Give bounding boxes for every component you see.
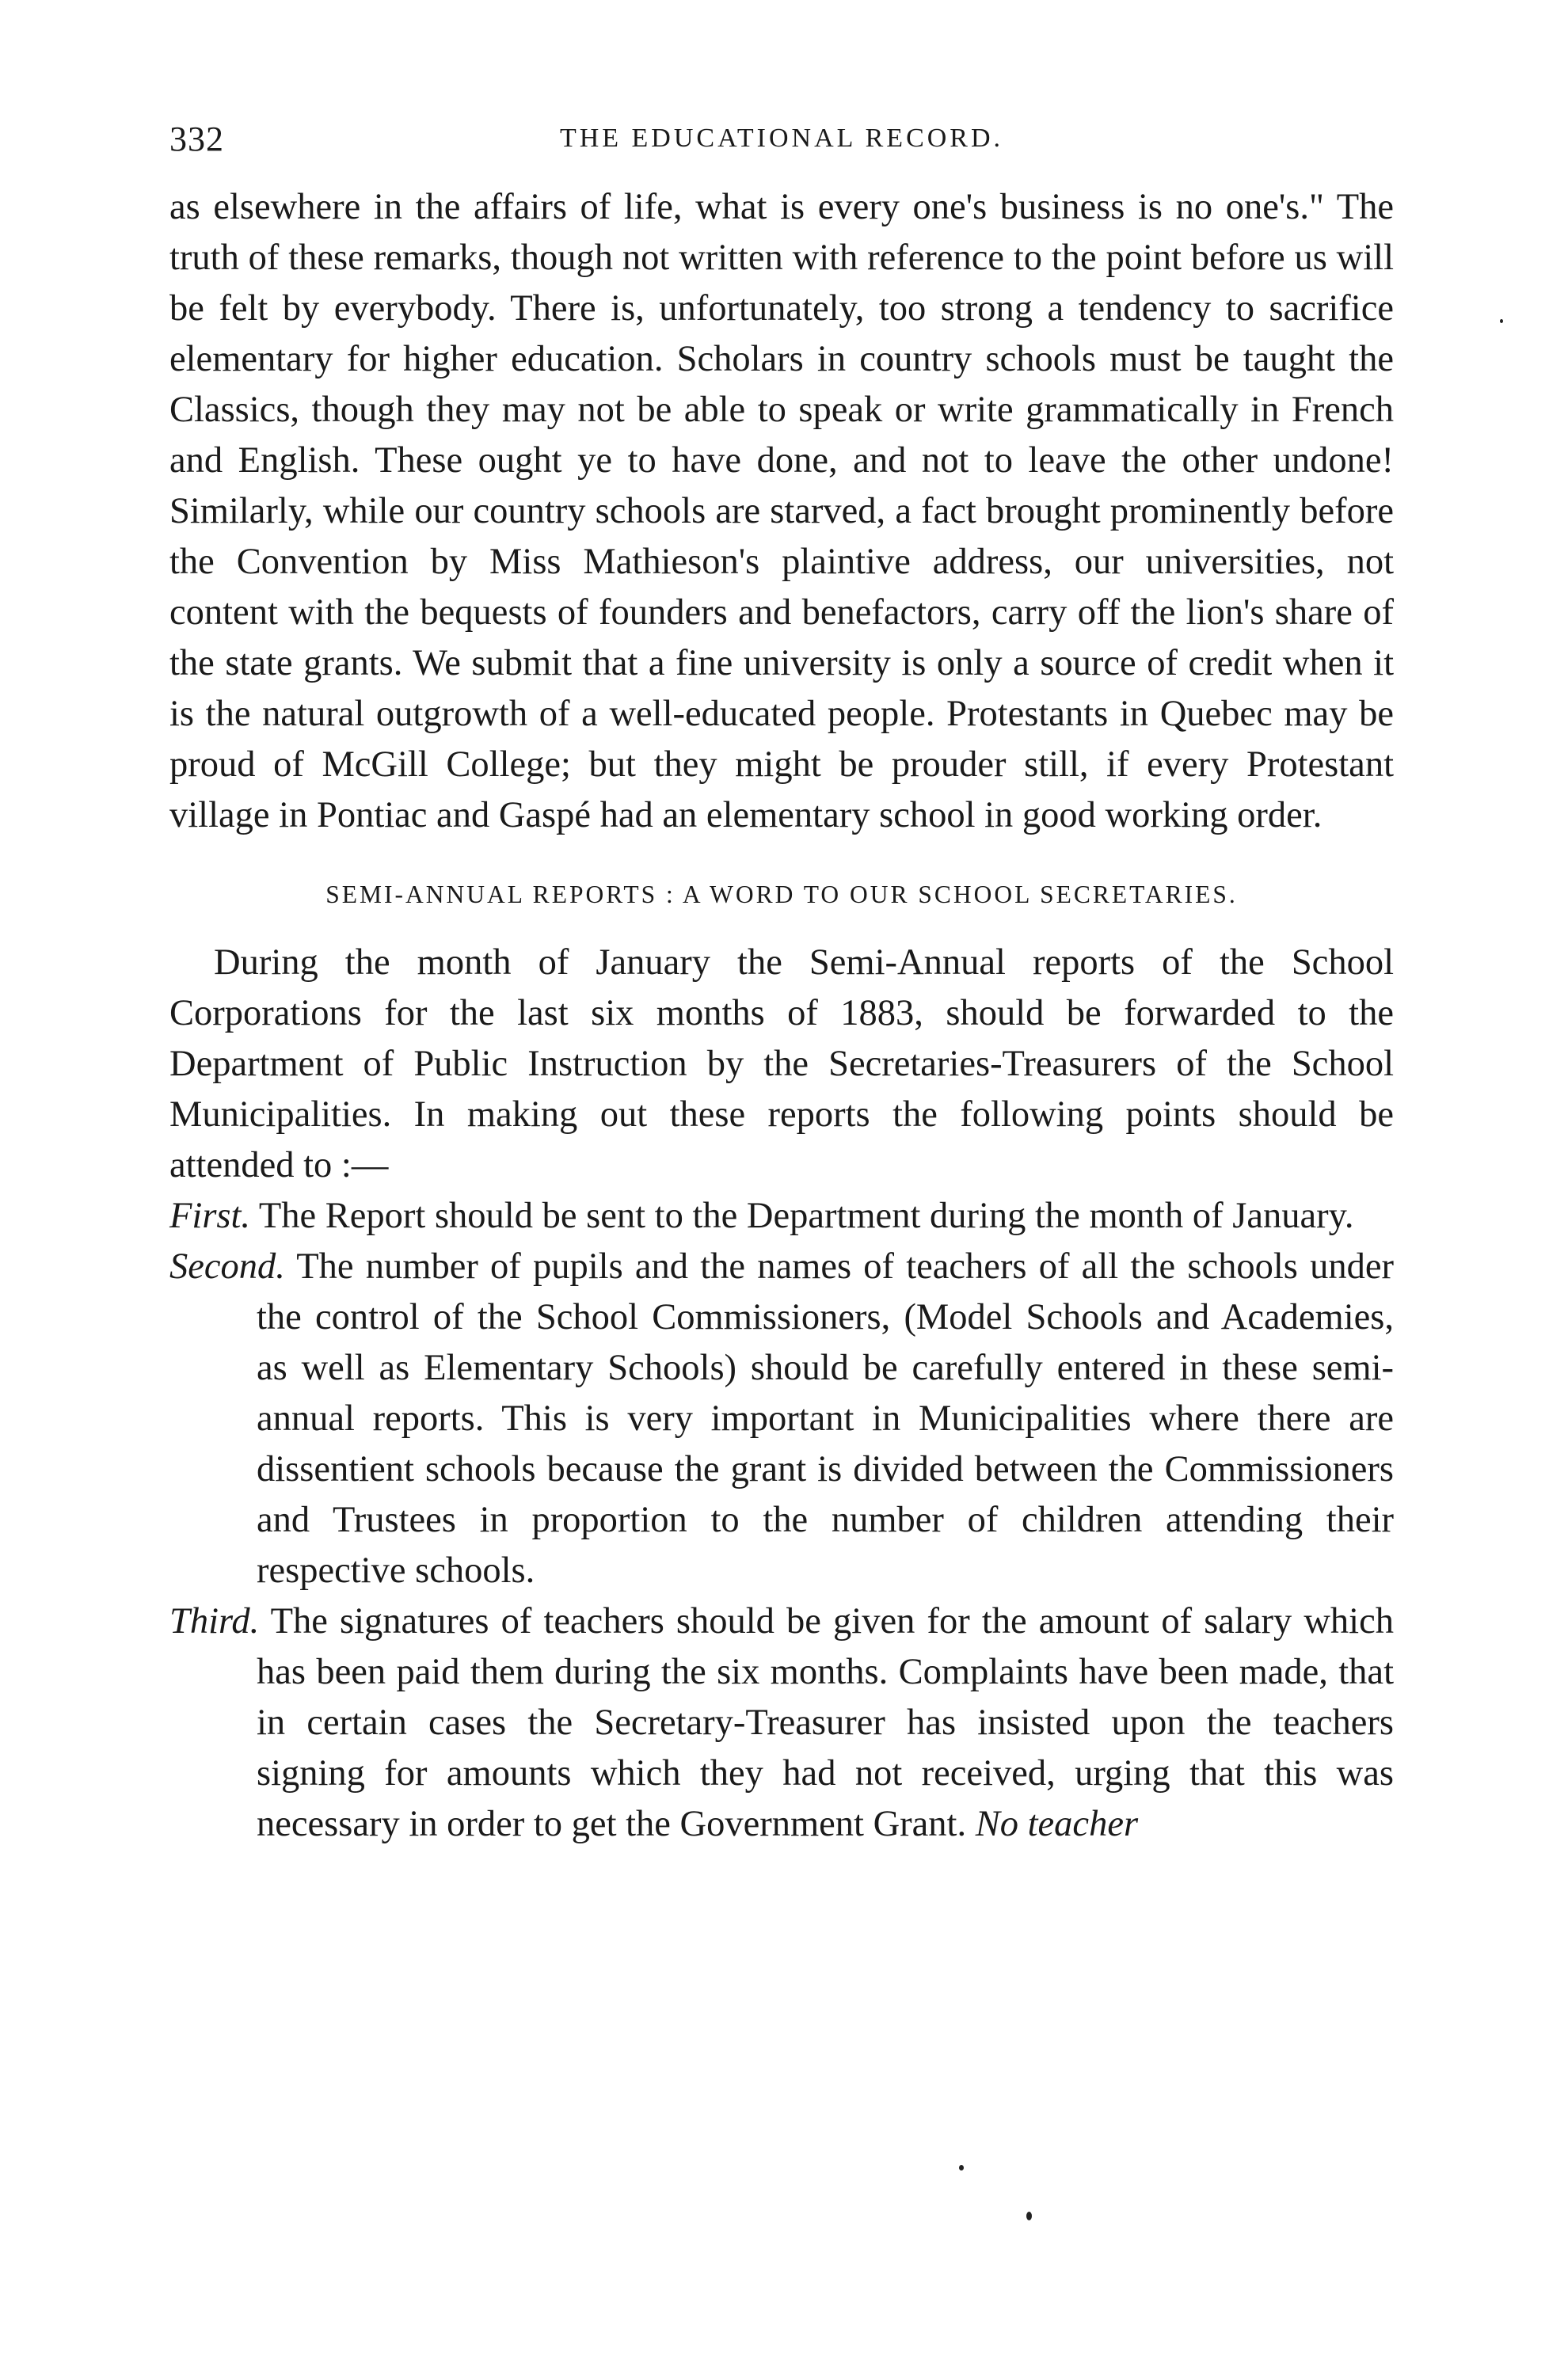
list-marker-third: Third. (169, 1601, 260, 1642)
opening-paragraph: as elsewhere in the affairs of life, what is every one's business is no one's." The truth of these remarks, though not written with reference to the point before us will be felt by everybody. There is, unfortunately, too strong a tendency to sacrifice elementary for higher education. Scholars in country schools must be taught the Classics, though they may not be able to speak or write grammatically in French and English. These ought ye to have done, and not to leave the other undone! Similarly, while our country schools are starved, a fact brought prominently before the Convention by Miss Mathieson's plaintive address, our universities, not content with the bequests of founders and benefactors, carry off the lion's share of the state grants. We submit that a fine university is only a source of credit when it is the natural outgrowth of a well-educated people. Protestants in Quebec may be proud of McGill College; but they might be prouder still, if every Protestant village in Pontiac and Gaspé had an elementary school in good working order. (169, 187, 1394, 835)
points-list (169, 1191, 1394, 1850)
document-page (169, 119, 1394, 1850)
journal-title: THE EDUCATIONAL RECORD. (559, 124, 1004, 153)
list-text-third: The signatures of teachers should be given for the amount of salary which has been paid them during the six months. Complaints have been made, that in certain cases the Secretary-Treasurer has insisted upon the teachers signing for amounts which they had not received, urging that this was necessary in order to get the Government Grant. (257, 1601, 1394, 1844)
section-heading: SEMI-ANNUAL REPORTS : A WORD TO OUR SCHOOL SECRETARIES. (325, 881, 1238, 908)
list-item-first (169, 1191, 1394, 1242)
list-item-second (169, 1242, 1394, 1596)
running-header (169, 119, 1394, 166)
stray-ink-mark (1026, 2212, 1032, 2220)
stray-ink-mark (1500, 319, 1503, 323)
list-text-third-italic: No teacher (975, 1804, 1139, 1844)
list-text-second: The number of pupils and the names of teachers of all the schools under the control of the School Commissioners, (Model Schools and Academies, as well as Elementary Schools) should be carefully entered in these semi-annual reports. This is very important in Municipalities where there are dissentient schools because the grant is divided between the Commissioners and Trustees in proportion to the number of children attending their respective schools. (257, 1246, 1394, 1591)
list-marker-first: First. (169, 1196, 251, 1236)
list-marker-second: Second. (169, 1246, 285, 1287)
list-text-first: The Report should be sent to the Department during the month of January. (258, 1196, 1354, 1236)
list-item-third (169, 1596, 1394, 1850)
section-intro-paragraph: During the month of January the Semi-Annual reports of the School Corporations for the last six months of 1883, should be forwarded to the Department of Public Instruction by the Secretaries-Treasurers of the School Municipalities. In making out these reports the following points should be attended to :— (169, 942, 1394, 1185)
page-number: 332 (169, 120, 224, 158)
stray-ink-mark (959, 2165, 964, 2170)
